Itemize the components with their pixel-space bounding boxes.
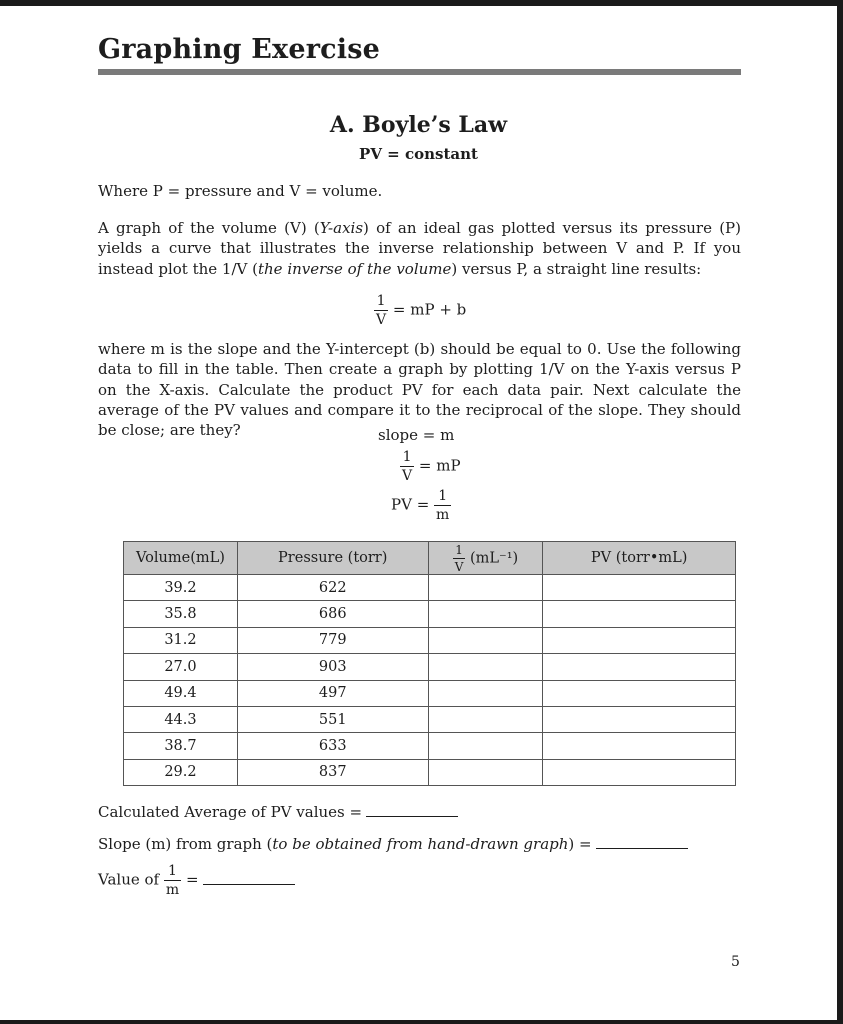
pv-cell (543, 654, 736, 680)
inverse-equation-den: V (402, 468, 413, 484)
pv-equation-lhs: PV = (391, 495, 430, 514)
average-pv-blank[interactable] (366, 815, 458, 817)
pv-equation-num: 1 (438, 488, 448, 504)
pv-header: PV (torr•mL) (543, 542, 736, 575)
inverse-equation-rhs: = mP (418, 456, 461, 475)
inverse-volume-cell (428, 680, 543, 706)
pv-cell (543, 706, 736, 732)
reciprocal-blank[interactable] (203, 883, 295, 885)
table-row (124, 601, 736, 627)
header-title: Graphing Exercise (98, 34, 381, 65)
inverse-volume-header (428, 542, 543, 575)
table-row (124, 759, 736, 785)
inverse-volume-cell (428, 654, 543, 680)
intro-paragraph (98, 218, 741, 279)
reciprocal-line (98, 864, 295, 897)
value-eq: = (185, 870, 199, 889)
slope-label-c: ) = (568, 835, 592, 853)
slope-equation: slope = m (378, 426, 455, 444)
pv-equation-den: m (436, 507, 450, 523)
pressure-cell: 837 (237, 759, 428, 785)
inverse-equation-fraction (400, 450, 414, 483)
inverse-volume-cell (428, 627, 543, 653)
section-title: A. Boyle’s Law (329, 112, 508, 138)
volume-cell: 29.2 (124, 759, 238, 785)
volume-cell: 35.8 (124, 601, 238, 627)
average-pv-line (98, 803, 458, 821)
page-number: 5 (731, 954, 740, 970)
inverse-volume-cell (428, 706, 543, 732)
intro-part1: A graph of the volume (V) ( (98, 219, 320, 237)
table-row (124, 706, 736, 732)
data-table (123, 541, 736, 786)
pv-cell (543, 733, 736, 759)
main-equation-den: V (376, 312, 387, 328)
value-fraction (164, 864, 181, 897)
pressure-cell: 903 (237, 654, 428, 680)
average-pv-label: Calculated Average of PV values = (98, 803, 363, 821)
intro-inverse: the inverse of the volume (257, 259, 452, 278)
volume-cell: 49.4 (124, 680, 238, 706)
main-equation-rhs: = mP + b (392, 300, 467, 319)
inverse-volume-cell (428, 733, 543, 759)
pv-equation-fraction (434, 489, 451, 522)
table-row (124, 654, 736, 680)
inverse-header-unit: (mL⁻¹) (470, 550, 519, 566)
pressure-cell: 779 (237, 627, 428, 653)
table-header-row (124, 542, 736, 575)
inverse-volume-cell (428, 575, 543, 601)
slope-label-a: Slope (m) from graph ( (98, 835, 273, 853)
intro-yaxis: Y-axis (319, 219, 364, 237)
pv-cell (543, 601, 736, 627)
pv-cell (543, 680, 736, 706)
value-label: Value of (98, 870, 160, 889)
value-num: 1 (168, 863, 177, 879)
table-row (124, 733, 736, 759)
pressure-cell: 633 (237, 733, 428, 759)
volume-header: Volume(mL) (124, 542, 238, 575)
volume-cell: 39.2 (124, 575, 238, 601)
main-equation-num: 1 (376, 293, 386, 309)
intro-part3: ) versus P, a straight line results: (451, 259, 702, 278)
inverse-volume-cell (428, 601, 543, 627)
pv-cell (543, 759, 736, 785)
pressure-header: Pressure (torr) (237, 542, 428, 575)
pressure-cell: 622 (237, 575, 428, 601)
inverse-header-num: 1 (455, 542, 463, 557)
pv-cell (543, 575, 736, 601)
volume-cell: 27.0 (124, 654, 238, 680)
table-row (124, 627, 736, 653)
pressure-cell: 551 (237, 706, 428, 732)
main-equation (374, 294, 466, 327)
section-subtitle: PV = constant (359, 145, 478, 163)
intro-part2: ) of an ideal gas plotted versus its pressure (P) yields a curve that illustrates the inverse relationship between V and P. If you instead plot the 1/V ( (98, 219, 742, 278)
value-den: m (165, 882, 180, 898)
header-rule (98, 69, 741, 75)
slope-label-b: to be obtained from hand-drawn graph (272, 835, 569, 853)
volume-cell: 38.7 (124, 733, 238, 759)
inverse-volume-cell (428, 759, 543, 785)
document-page (0, 6, 837, 1020)
volume-cell: 44.3 (124, 706, 238, 732)
volume-cell: 31.2 (124, 627, 238, 653)
inverse-equation-num: 1 (402, 449, 412, 465)
table-row (124, 680, 736, 706)
where-text: Where P = pressure and V = volume. (98, 182, 383, 200)
slope-line (98, 835, 688, 853)
inverse-equation (400, 450, 461, 483)
table-row (124, 575, 736, 601)
pressure-cell: 686 (237, 601, 428, 627)
slope-blank[interactable] (596, 847, 688, 849)
pressure-cell: 497 (237, 680, 428, 706)
inverse-header-den: V (454, 559, 464, 574)
pv-cell (543, 627, 736, 653)
instructions-paragraph: where m is the slope and the Y-intercept (b) should be equal to 0. Use the following data to fill in the table. Then create a graph by plotting 1/V on the Y-axis versus P on the X-axis. Calculate the product PV for each data pair. Next calculate the average of the PV values and compare it to the reciprocal of the slope. They should be close; are they? (98, 340, 741, 440)
main-equation-fraction (374, 294, 388, 327)
pv-equation (391, 489, 451, 522)
